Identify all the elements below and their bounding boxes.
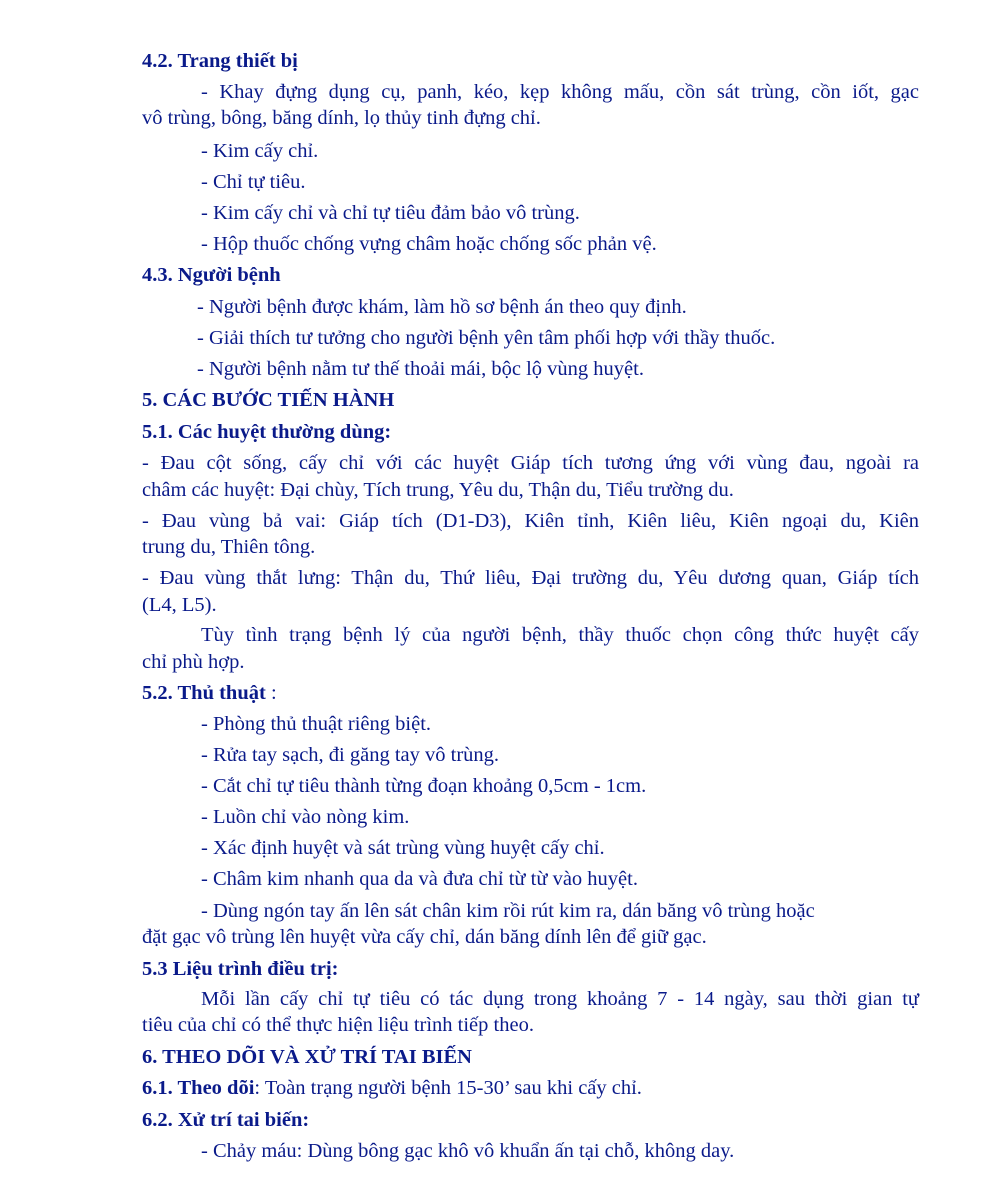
points-note-line-1: Tùy tình trạng bệnh lý của người bệnh, thầy thuốc chọn công thức huyệt cấy xyxy=(201,624,919,646)
equipment-item-4: - Kim cấy chỉ và chỉ tự tiêu đảm bảo vô trùng. xyxy=(201,202,580,224)
patient-item-1: - Người bệnh được khám, làm hồ sơ bệnh án theo quy định. xyxy=(197,296,687,318)
points-note-line-2: chỉ phù hợp. xyxy=(142,651,245,673)
procedure-item-3: - Cắt chỉ tự tiêu thành từng đoạn khoảng 0,5cm - 1cm. xyxy=(201,775,647,797)
points-item-2-line-1: - Đau vùng bả vai: Giáp tích (D1-D3), Kiên tỉnh, Kiên liêu, Kiên ngoại du, Kiên xyxy=(142,510,919,532)
patient-item-2: - Giải thích tư tưởng cho người bệnh yên tâm phối hợp với thầy thuốc. xyxy=(197,327,776,349)
heading-5: 5. CÁC BƯỚC TIẾN HÀNH xyxy=(142,389,395,411)
heading-5-2-suffix: : xyxy=(265,682,277,704)
equipment-item-1-line-1: - Khay đựng dụng cụ, panh, kéo, kẹp không mấu, cồn sát trùng, cồn iốt, gạc xyxy=(201,81,919,103)
heading-4-2: 4.2. Trang thiết bị xyxy=(142,50,298,72)
points-item-1-line-2: châm các huyệt: Đại chùy, Tích trung, Yêu du, Thận du, Tiểu trường du. xyxy=(142,479,734,501)
procedure-item-7-line-1: - Dùng ngón tay ấn lên sát chân kim rồi rút kim ra, dán băng vô trùng hoặc xyxy=(201,900,815,922)
procedure-item-1: - Phòng thủ thuật riêng biệt. xyxy=(201,713,432,735)
equipment-item-5: - Hộp thuốc chống vựng châm hoặc chống sốc phản vệ. xyxy=(201,233,657,255)
heading-6: 6. THEO DÕI VÀ XỬ TRÍ TAI BIẾN xyxy=(142,1046,472,1068)
course-line-1: Mỗi lần cấy chỉ tự tiêu có tác dụng trong khoảng 7 - 14 ngày, sau thời gian tự xyxy=(201,988,919,1010)
points-item-1-line-1: - Đau cột sống, cấy chỉ với các huyệt Giáp tích tương ứng với vùng đau, ngoài ra xyxy=(142,452,919,474)
equipment-item-1-line-2: vô trùng, bông, băng dính, lọ thủy tinh đựng chỉ. xyxy=(142,107,541,129)
points-item-3-line-1: - Đau vùng thắt lưng: Thận du, Thứ liêu, Đại trường du, Yêu dương quan, Giáp tích xyxy=(142,567,919,589)
monitoring-text: : Toàn trạng người bệnh 15-30’ sau khi cấy chỉ. xyxy=(254,1077,642,1099)
procedure-item-6: - Châm kim nhanh qua da và đưa chỉ từ từ vào huyệt. xyxy=(201,868,638,890)
heading-6-2: 6.2. Xử trí tai biến: xyxy=(142,1109,310,1131)
heading-5-2 xyxy=(142,680,277,706)
patient-item-3: - Người bệnh nằm tư thế thoải mái, bộc lộ vùng huyệt. xyxy=(197,358,644,380)
points-item-2-line-2: trung du, Thiên tông. xyxy=(142,536,316,558)
procedure-item-2: - Rửa tay sạch, đi găng tay vô trùng. xyxy=(201,744,500,766)
heading-5-1: 5.1. Các huyệt thường dùng: xyxy=(142,421,392,443)
course-line-2: tiêu của chỉ có thể thực hiện liệu trình tiếp theo. xyxy=(142,1014,534,1036)
heading-6-1 xyxy=(142,1075,642,1101)
heading-6-1-title: 6.1. Theo dõi xyxy=(142,1077,255,1099)
procedure-item-4: - Luồn chỉ vào nòng kim. xyxy=(201,806,410,828)
complication-item-1: - Chảy máu: Dùng bông gạc khô vô khuẩn ấn tại chỗ, không day. xyxy=(201,1140,735,1162)
heading-5-2-title: 5.2. Thủ thuật xyxy=(142,682,266,704)
heading-4-3: 4.3. Người bệnh xyxy=(142,264,281,286)
heading-5-3: 5.3 Liệu trình điều trị: xyxy=(142,958,339,980)
points-item-3-line-2: (L4, L5). xyxy=(142,594,217,616)
procedure-item-7-line-2: đặt gạc vô trùng lên huyệt vừa cấy chỉ, dán băng dính lên để giữ gạc. xyxy=(142,926,707,948)
procedure-item-5: - Xác định huyệt và sát trùng vùng huyệt cấy chỉ. xyxy=(201,837,605,859)
equipment-item-2: - Kim cấy chỉ. xyxy=(201,140,319,162)
equipment-item-3: - Chỉ tự tiêu. xyxy=(201,171,306,193)
